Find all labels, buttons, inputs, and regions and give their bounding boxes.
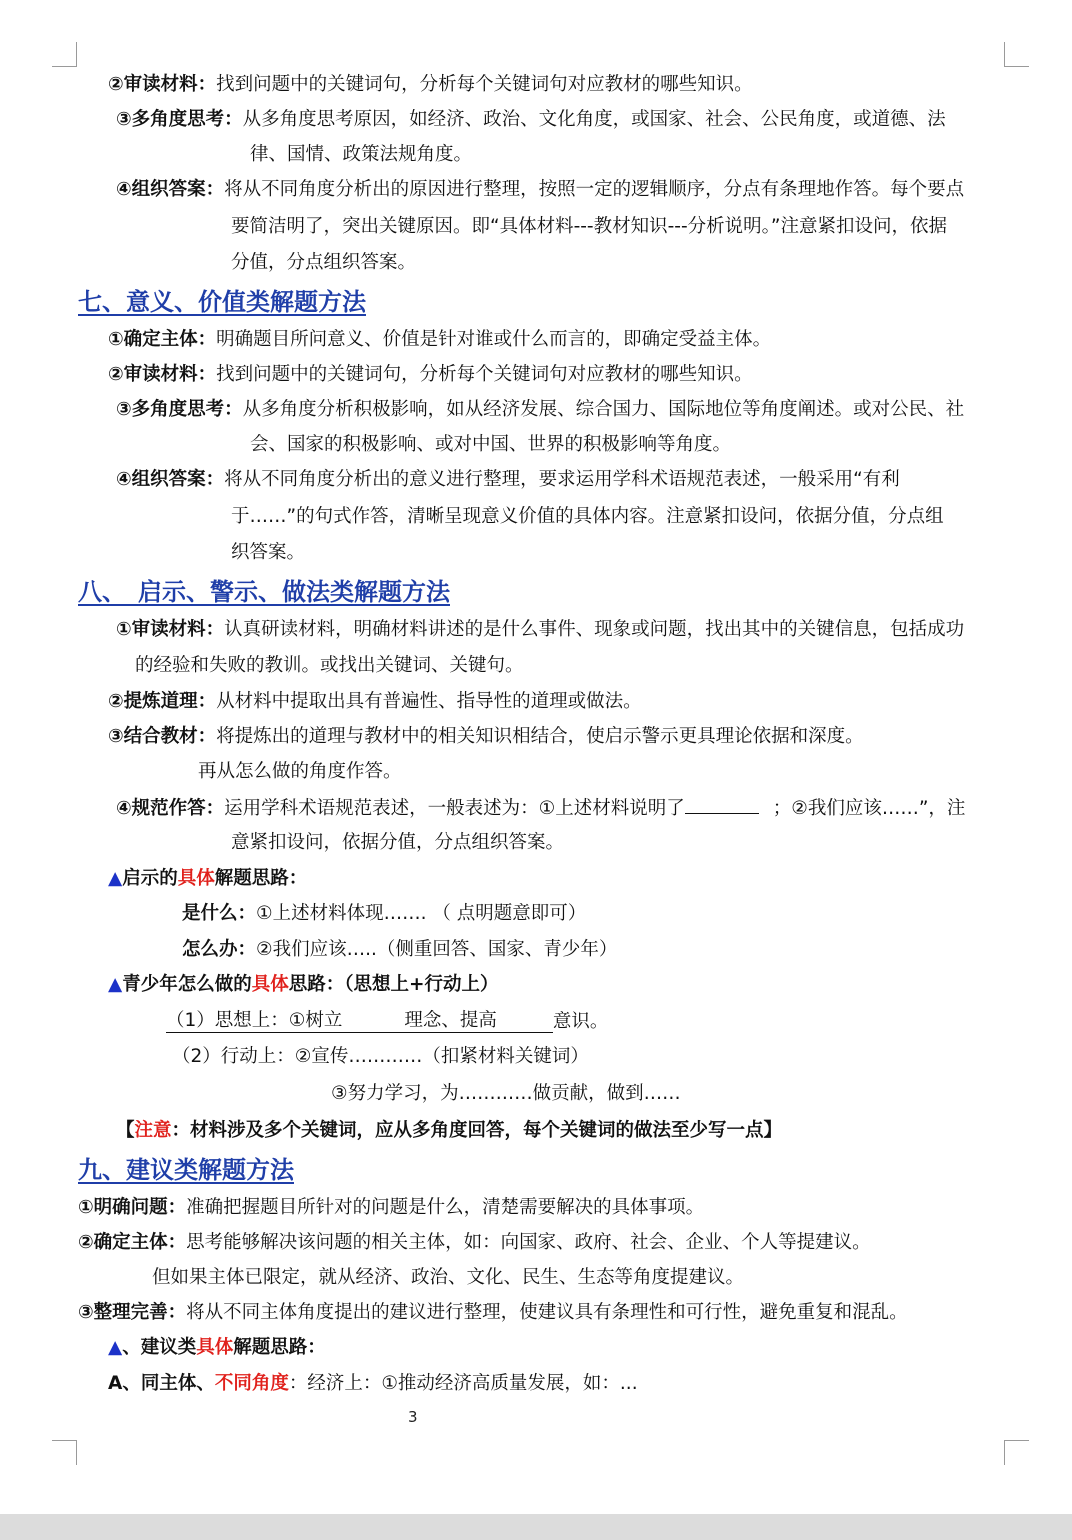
page-number: 3 <box>408 1408 418 1426</box>
s6-item-3-cont: 律、国情、政策法规角度。 <box>250 144 473 165</box>
s7-item-3-cont: 会、国家的积极影响、或对中国、世界的积极影响等角度。 <box>250 434 732 455</box>
s8-tip-heading: ▲启示的具体解题思路： <box>108 868 308 889</box>
s8-tip-how: 怎么办：②我们应该…..（侧重回答、国家、青少年） <box>182 939 618 960</box>
s6-item-4: ④组织答案：将从不同角度分析出的原因进行整理，按照一定的逻辑顺序，分点有条理地作答。每个要点 <box>116 179 965 200</box>
section-8-heading: 八、 启示、警示、做法类解题方法 <box>78 578 450 606</box>
s8-item-1: ①审读材料：认真研读材料，明确材料讲述的是什么事件、现象或问题，找出其中的关键信息，包括成功 <box>116 619 965 640</box>
page-corner-mark <box>52 42 77 67</box>
s8-youth-thought: （1）思想上：①树立 理念、提高 意识。 <box>166 1010 609 1032</box>
s8-youth-action: （2）行动上：②宣传…………（扣紧材料关键词） <box>172 1046 589 1067</box>
s9-tip-heading: ▲、建议类具体解题思路： <box>108 1337 326 1358</box>
s6-item-4-cont: 要简洁明了，突出关键原因。即“具体材料---教材知识---分析说明。”注意紧扣设问，依据 <box>231 216 947 237</box>
page-corner-mark <box>1004 42 1029 67</box>
s8-youth-heading: ▲青少年怎么做的具体思路：（思想上+行动上） <box>108 974 499 995</box>
s7-item-4-cont: 于……”的句式作答，清晰呈现意义价值的具体内容。注意紧扣设问，依据分值，分点组 <box>231 506 944 527</box>
triangle-icon: ▲ <box>108 868 123 889</box>
s8-item-4-cont: 意紧扣设问，依据分值，分点组织答案。 <box>231 832 565 853</box>
s8-note: 【注意：材料涉及多个关键词，应从多角度回答，每个关键词的做法至少写一点】 <box>116 1120 783 1141</box>
s8-item-3-cont: 再从怎么做的角度作答。 <box>198 761 402 782</box>
s7-item-2: ②审读材料：找到问题中的关键词句，分析每个关键词句对应教材的哪些知识。 <box>108 364 753 385</box>
s7-item-3: ③多角度思考：从多角度分析积极影响，如从经济发展、综合国力、国际地位等角度阐述。或对公民、社 <box>116 399 965 420</box>
s9-tip-a: A、同主体、不同角度：经济上：①推动经济高质量发展，如：... <box>108 1373 638 1394</box>
s6-item-4-cont: 分值，分点组织答案。 <box>231 252 417 273</box>
triangle-icon: ▲ <box>108 1337 123 1358</box>
section-7-heading: 七、意义、价值类解题方法 <box>78 288 366 316</box>
s7-item-4-cont: 织答案。 <box>231 542 306 563</box>
s8-item-1-cont: 的经验和失败的教训。或找出关键词、关键句。 <box>135 655 524 676</box>
answer-blank <box>685 795 759 814</box>
s9-item-2: ②确定主体：思考能够解决该问题的相关主体，如：向国家、政府、社会、企业、个人等提建议。 <box>78 1232 871 1253</box>
s8-item-3: ③结合教材：将提炼出的道理与教材中的相关知识相结合，使启示警示更具理论依据和深度。 <box>108 726 864 747</box>
s9-item-1: ①明确问题：准确把握题目所针对的问题是什么，清楚需要解决的具体事项。 <box>78 1197 705 1218</box>
s6-item-3: ③多角度思考：从多角度思考原因，如经济、政治、文化角度，或国家、社会、公民角度，或道德、法 <box>116 109 946 130</box>
triangle-icon: ▲ <box>108 974 123 995</box>
s8-tip-what: 是什么：①上述材料体现……. （ 点明题意即可） <box>182 903 587 924</box>
page-corner-mark <box>52 1440 77 1465</box>
section-9-heading: 九、建议类解题方法 <box>78 1156 294 1184</box>
s8-item-2: ②提炼道理：从材料中提取出具有普遍性、指导性的道理或做法。 <box>108 691 642 712</box>
s9-item-3: ③整理完善：将从不同主体角度提出的建议进行整理，使建议具有条理性和可行性，避免重复和混乱。 <box>78 1302 908 1323</box>
s8-item-4: ④规范作答：运用学科术语规范表述，一般表述为：①上述材料说明了 ；②我们应该……”，注 <box>116 795 965 821</box>
page-corner-mark <box>1004 1440 1029 1465</box>
s6-item-2: ②审读材料：找到问题中的关键词句，分析每个关键词句对应教材的哪些知识。 <box>108 74 753 95</box>
s9-item-2-cont: 但如果主体已限定，就从经济、政治、文化、民生、生态等角度提建议。 <box>152 1267 745 1288</box>
s7-item-4: ④组织答案：将从不同角度分析出的意义进行整理，要求运用学科术语规范表述，一般采用“有利 <box>116 469 900 490</box>
s8-youth-study: ③努力学习，为…………做贡献，做到…… <box>331 1083 681 1104</box>
s7-item-1: ①确定主体：明确题目所问意义、价值是针对谁或什么而言的，即确定受益主体。 <box>108 329 772 350</box>
bottom-strip <box>0 1514 1072 1540</box>
